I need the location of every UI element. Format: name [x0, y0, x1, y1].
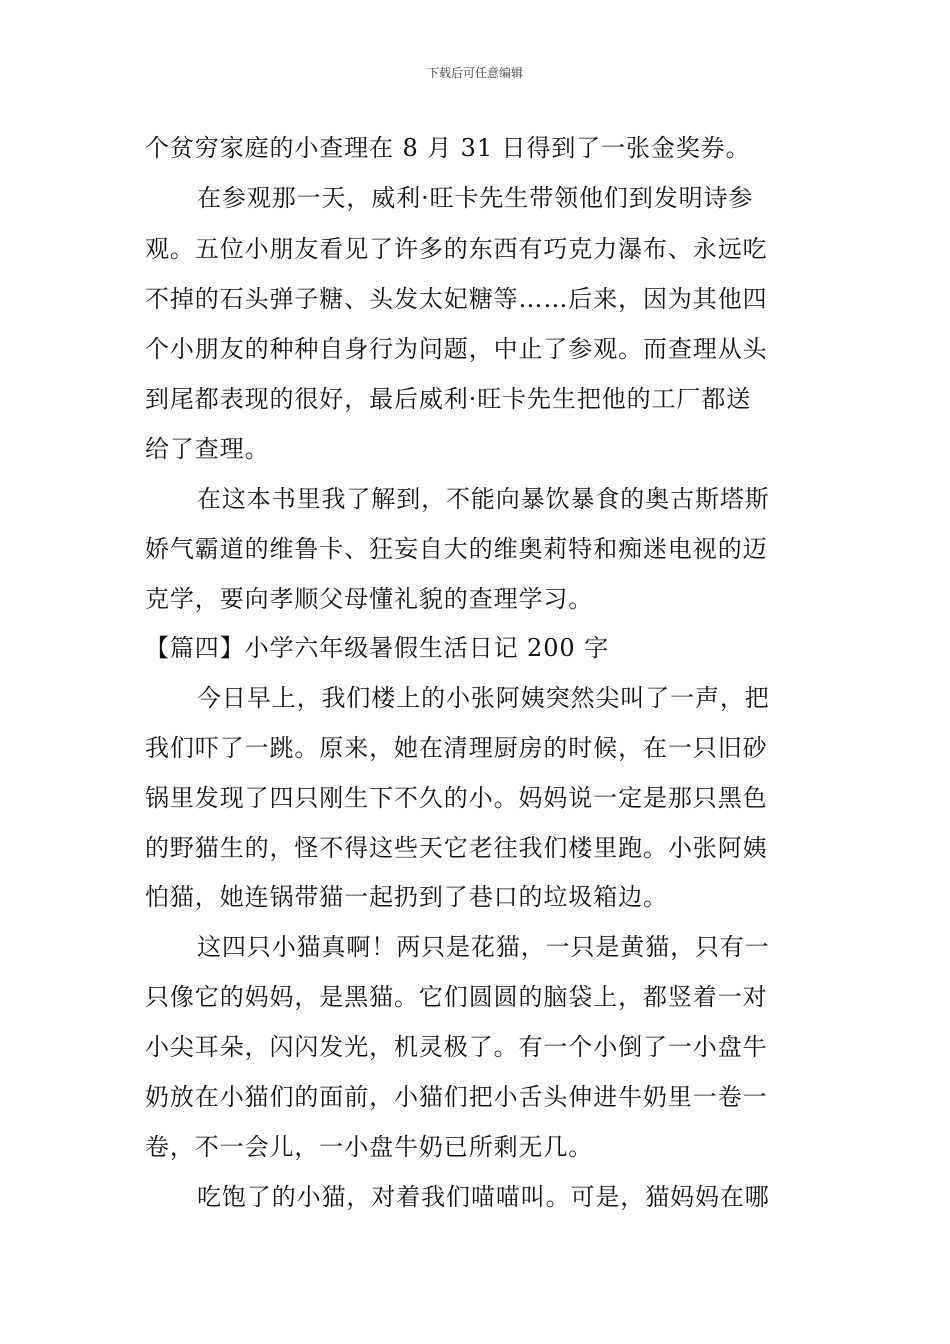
text-line: 到尾都表现的很好，最后威利·旺卡先生把他的工厂都送	[145, 385, 752, 413]
text-line: 锅里发现了四只刚生下不久的小。妈妈说一定是那只黑色	[145, 784, 768, 812]
text-line: 个贫穷家庭的小查理在 8 月 31 日得到了一张金奖券。	[145, 134, 751, 162]
text-line: 不掉的石头弹子糖、头发太妃糖等……后来，因为其他四	[145, 285, 768, 313]
text-line: 娇气霸道的维鲁卡、狂妄自大的维奥莉特和痴迷电视的迈	[145, 535, 768, 563]
paragraph-start-line: 今日早上，我们楼上的小张阿姨突然尖叫了一声，把	[197, 684, 770, 712]
text-line: 克学，要向孝顺父母懂礼貌的查理学习。	[145, 585, 594, 613]
text-line: 给了查理。	[145, 435, 270, 463]
text-line: 观。五位小朋友看见了许多的东西有巧克力瀑布、永远吃	[145, 235, 768, 263]
text-line: 个小朋友的种种自身行为问题，中止了参观。而查理从头	[145, 335, 768, 363]
text-line: 只像它的妈妈，是黑猫。它们圆圆的脑袋上，都竖着一对	[145, 983, 768, 1011]
text-line: 的野猫生的，怪不得这些天它老往我们楼里跑。小张阿姨	[145, 834, 768, 862]
text-line: 小尖耳朵，闪闪发光，机灵极了。有一个小倒了一小盘牛	[145, 1033, 768, 1061]
section-heading: 【篇四】小学六年级暑假生活日记 200 字	[145, 634, 609, 662]
text-line: 卷，不一会儿，一小盘牛奶已所剩无几。	[145, 1133, 594, 1161]
paragraph-start-line: 这四只小猫真啊！两只是花猫，一只是黄猫，只有一	[197, 933, 770, 961]
paragraph-start-line: 在这本书里我了解到，不能向暴饮暴食的奥古斯塔斯	[197, 485, 770, 513]
paragraph-start-line: 吃饱了的小猫，对着我们喵喵叫。可是，猫妈妈在哪	[197, 1183, 770, 1211]
paragraph-start-line: 在参观那一天，威利·旺卡先生带领他们到发明诗参	[197, 184, 754, 212]
page-header-note: 下载后可任意编辑	[426, 66, 523, 80]
text-line: 我们吓了一跳。原来，她在清理厨房的时候，在一只旧砂	[145, 734, 768, 762]
text-line: 奶放在小猫们的面前，小猫们把小舌头伸进牛奶里一卷一	[145, 1083, 768, 1111]
text-line: 怕猫，她连锅带猫一起扔到了巷口的垃圾箱边。	[145, 883, 668, 911]
